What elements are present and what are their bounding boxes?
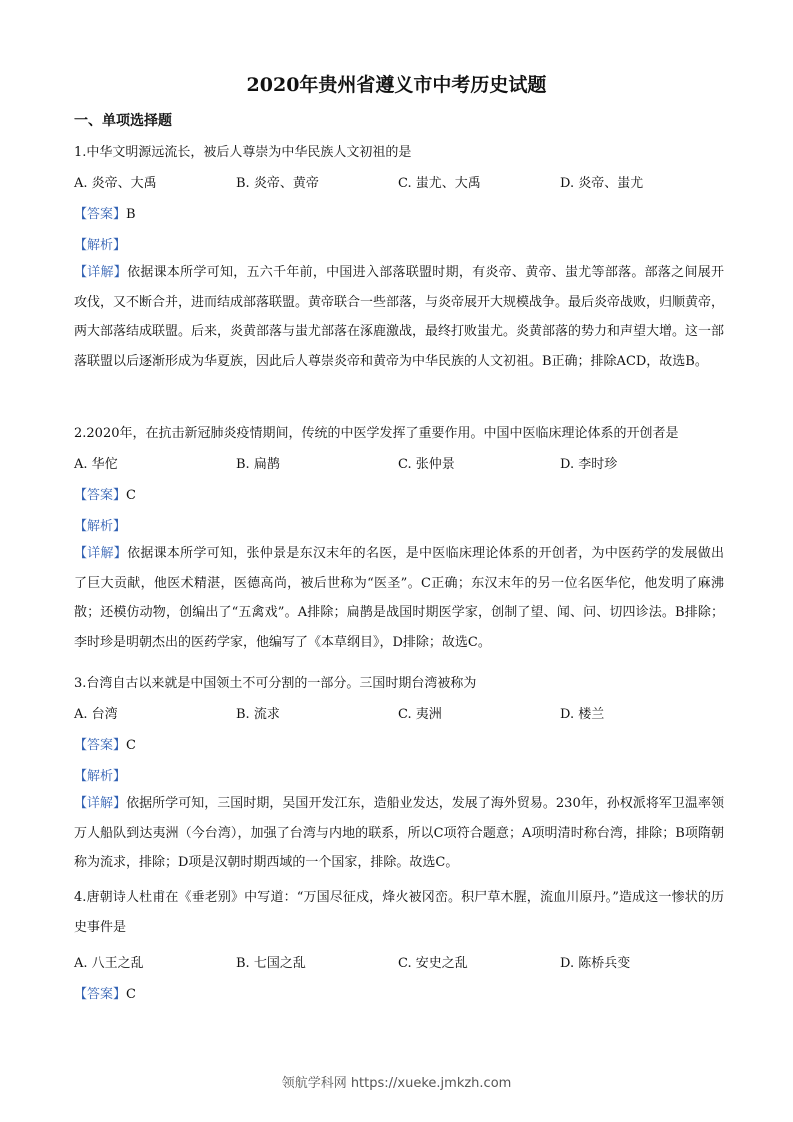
detail-text: 依据所学可知，三国时期，吴国开发江东，造船业发达，发展了海外贸易。230年，孙权派将军卫温率领万人船队到达夷洲（今台湾），加强了台湾与内地的联系，所以C项符合题意；A项明清时称台湾，排除；B项隋朝称为流求，排除；D项是汉朝时期西域的一个国家，排除。故选C。: [74, 796, 724, 870]
question-3-options: [74, 703, 724, 723]
question-2-detail: [74, 539, 724, 659]
analysis-label: 【解析】: [74, 519, 127, 534]
detail-label: 【详解】: [74, 796, 127, 811]
answer-value: C: [126, 738, 136, 753]
answer-label: 【答案】: [74, 738, 127, 753]
option-c: C. 蚩尤、大禹: [398, 176, 481, 191]
option-d: D. 李时珍: [560, 457, 618, 472]
analysis-label: 【解析】: [74, 769, 127, 784]
question-1-stem: 1.中华文明源远流长，被后人尊崇为中华民族人文初祖的是: [74, 145, 412, 160]
option-d: D. 陈桥兵变: [560, 956, 631, 971]
option-a: A. 华佗: [74, 457, 118, 472]
page-title: 2020年贵州省遵义市中考历史试题: [246, 74, 547, 96]
option-c: C. 安史之乱: [398, 956, 468, 971]
question-3-detail: [74, 789, 724, 879]
detail-text: 依据课本所学可知，五六千年前，中国进入部落联盟时期，有炎帝、黄帝、蚩尤等部落。部落之间展开攻伐，又不断合并，进而结成部落联盟。黄帝联合一些部落，与炎帝展开大规模战争。最后炎帝战败，归顺黄帝，两大部落结成联盟。后来，炎黄部落与蚩尤部落在涿鹿激战，最终打败蚩尤。炎黄部落的势力和声望大增。这一部落联盟以后逐渐形成为华夏族，因此后人尊崇炎帝和黄帝为中华民族的人文初祖。B正确；排除ACD，故选B。: [74, 265, 725, 369]
option-b: B. 流求: [236, 707, 280, 722]
option-d: D. 楼兰: [560, 707, 605, 722]
answer-value: C: [126, 488, 136, 503]
detail-text: 依据课本所学可知，张仲景是东汉末年的名医，是中医临床理论体系的开创者，为中医药学的发展做出了巨大贡献，他医术精湛，医德高尚，被后世称为“医圣”。C正确；东汉末年的另一位名医华佗，他发明了麻沸散；还模仿动物，创编出了“五禽戏”。A排除；扁鹊是战国时期医学家，创制了望、闻、问、切四诊法。B排除；李时珍是明朝杰出的医药学家，他编写了《本草纲目》，D排除；故选C。: [74, 546, 724, 650]
question-3-stem: 3.台湾自古以来就是中国领土不可分割的一部分。三国时期台湾被称为: [74, 676, 477, 691]
option-d: D. 炎帝、蚩尤: [560, 176, 644, 191]
answer-label: 【答案】: [74, 987, 127, 1002]
question-4-options: [74, 952, 724, 972]
option-b: B. 扁鹊: [236, 457, 280, 472]
option-c: C. 张仲景: [398, 457, 455, 472]
analysis-label: 【解析】: [74, 238, 127, 253]
answer-label: 【答案】: [74, 207, 127, 222]
section-heading: 一、单项选择题: [74, 113, 172, 129]
option-c: C. 夷洲: [398, 707, 442, 722]
answer-label: 【答案】: [74, 488, 127, 503]
detail-label: 【详解】: [74, 546, 128, 561]
answer-value: C: [126, 987, 136, 1002]
question-1-options: [74, 172, 724, 192]
option-b: B. 七国之乱: [236, 956, 306, 971]
option-a: A. 炎帝、大禹: [74, 176, 157, 191]
answer-value: B: [126, 207, 136, 222]
option-a: A. 台湾: [74, 707, 118, 722]
answer-line: [74, 203, 136, 222]
question-1-detail: [74, 258, 724, 408]
answer-line: [74, 983, 136, 1002]
option-a: A. 八王之乱: [74, 956, 144, 971]
answer-line: [74, 734, 136, 753]
question-2-options: [74, 453, 724, 473]
option-b: B. 炎帝、黄帝: [236, 176, 319, 191]
detail-label: 【详解】: [74, 265, 128, 280]
answer-line: [74, 484, 136, 503]
question-4-stem: 4.唐朝诗人杜甫在《垂老别》中写道：“万国尽征戍，烽火被冈峦。积尸草木腥，流血川原丹。”造成这一惨状的历史事件是: [74, 890, 724, 935]
footer-watermark: 领航学科网 https://xueke.jmkzh.com: [281, 1076, 512, 1091]
question-2-stem: 2.2020年，在抗击新冠肺炎疫情期间，传统的中医学发挥了重要作用。中国中医临床理论体系的开创者是: [74, 426, 679, 441]
